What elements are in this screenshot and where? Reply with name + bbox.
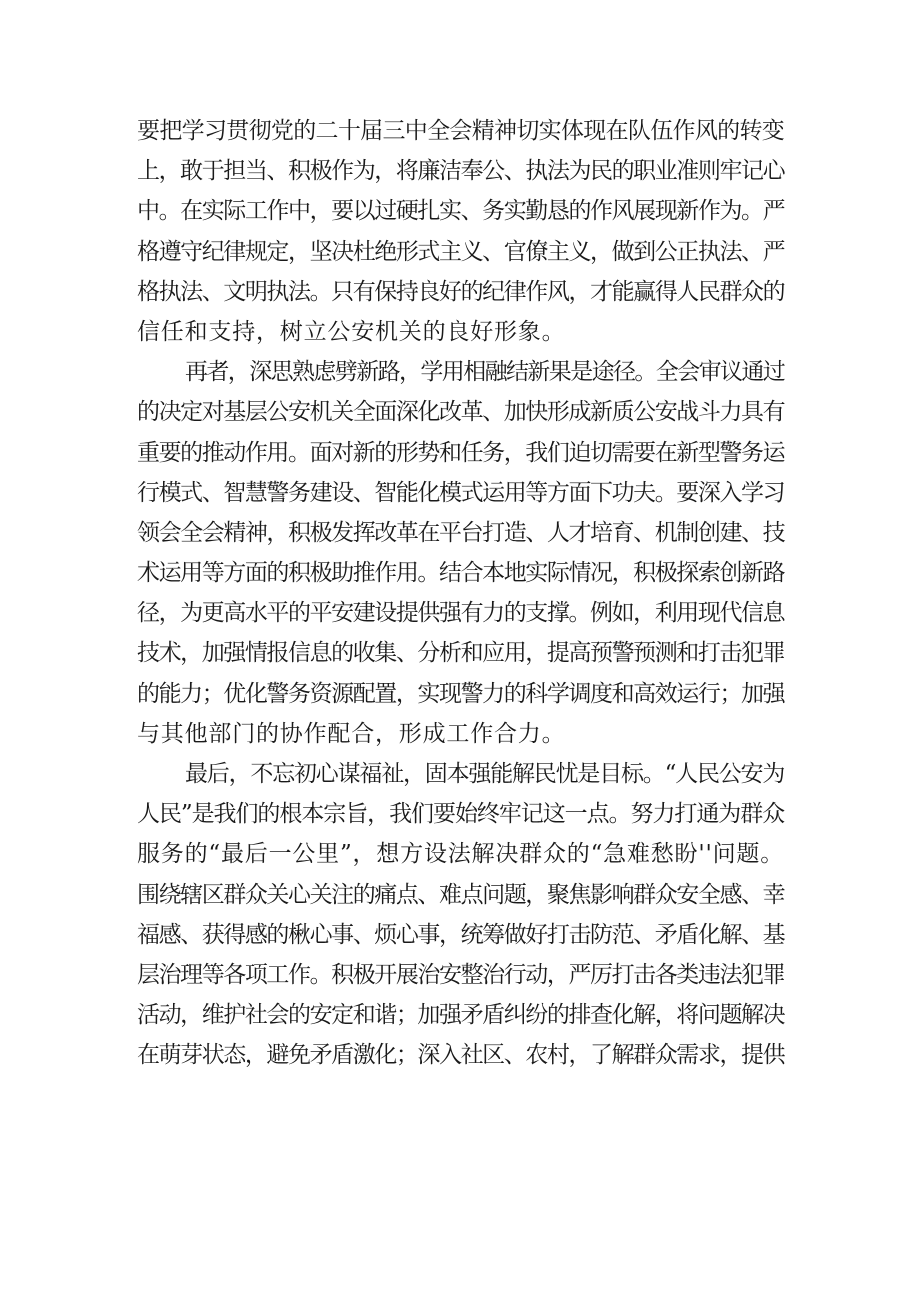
text-line: 的能力；优化警务资源配置，实现警力的科学调度和高效运行；加强 bbox=[137, 680, 784, 707]
text-line: 层治理等各项工作。积极开展治安整治行动，严厉打击各类违法犯罪 bbox=[137, 961, 784, 988]
text-line: 信任和支持，树立公安机关的良好形象。 bbox=[137, 318, 566, 345]
text-line: 重要的推动作用。面对新的形势和任务，我们迫切需要在新型警务运 bbox=[137, 439, 784, 466]
text-line: 最后，不忘初心谋福祉，固本强能解民忧是目标。“人民公安为 bbox=[185, 761, 785, 787]
text-line: 与其他部门的协作配合，形成工作合力。 bbox=[137, 720, 566, 747]
text-line: 上，敢于担当、积极作为，将廉洁奉公、执法为民的职业准则牢记心 bbox=[137, 158, 784, 185]
text-line: 术运用等方面的积极助推作用。结合本地实际情况，积极探索创新路 bbox=[137, 560, 784, 587]
text-line: 福感、获得感的楸心事、烦心事，统筹做好打击防范、矛盾化解、基 bbox=[137, 921, 784, 948]
paragraph-reform bbox=[137, 352, 784, 754]
text-line: 径，为更高水平的平安建设提供强有力的支撑。例如，利用现代信息 bbox=[137, 600, 784, 627]
text-line: 再者，深思熟虑劈新路，学用相融结新果是途径。全会审议通过 bbox=[185, 359, 785, 386]
text-line: 人民”是我们的根本宗旨，我们要始终牢记这一点。努力打通为群众 bbox=[137, 801, 784, 828]
text-line: 服务的“最后一公里”，想方设法解决群众的“急难愁盼''问题。 bbox=[137, 841, 784, 868]
text-line: 要把学习贯彻党的二十届三中全会精神切实体现在队伍作风的转变 bbox=[137, 118, 784, 144]
text-line: 行模式、智慧警务建设、智能化模式运用等方面下功夫。要深入学习 bbox=[137, 479, 784, 506]
text-line: 活动，维护社会的安定和谐；加强矛盾纠纷的排查化解，将问题解决 bbox=[137, 1002, 784, 1029]
paragraph-people bbox=[137, 754, 784, 1076]
text-line: 格执法、文明执法。只有保持良好的纪律作风，才能赢得人民群众的 bbox=[137, 278, 784, 305]
text-line: 中。在实际工作中，要以过硬扎实、务实勤恳的作风展现新作为。严 bbox=[137, 198, 784, 225]
text-line: 在萌芽状态，避免矛盾激化；深入社区、农村，了解群众需求，提供 bbox=[137, 1042, 784, 1069]
paragraph-discipline bbox=[137, 111, 784, 352]
text-line: 领会全会精神，积极发挥改革在平台打造、人才培育、机制创建、技 bbox=[137, 519, 784, 546]
document-body bbox=[137, 111, 784, 1076]
text-line: 技术，加强情报信息的收集、分析和应用，提高预警预测和打击犯罪 bbox=[137, 640, 784, 667]
text-line: 的决定对基层公安机关全面深化改革、加快形成新质公安战斗力具有 bbox=[137, 399, 784, 426]
text-line: 格遵守纪律规定，坚决杜绝形式主义、官僚主义，做到公正执法、严 bbox=[137, 238, 784, 265]
text-line: 围绕辖区群众关心关注的痛点、难点问题，聚焦影响群众安全感、幸 bbox=[137, 881, 784, 908]
